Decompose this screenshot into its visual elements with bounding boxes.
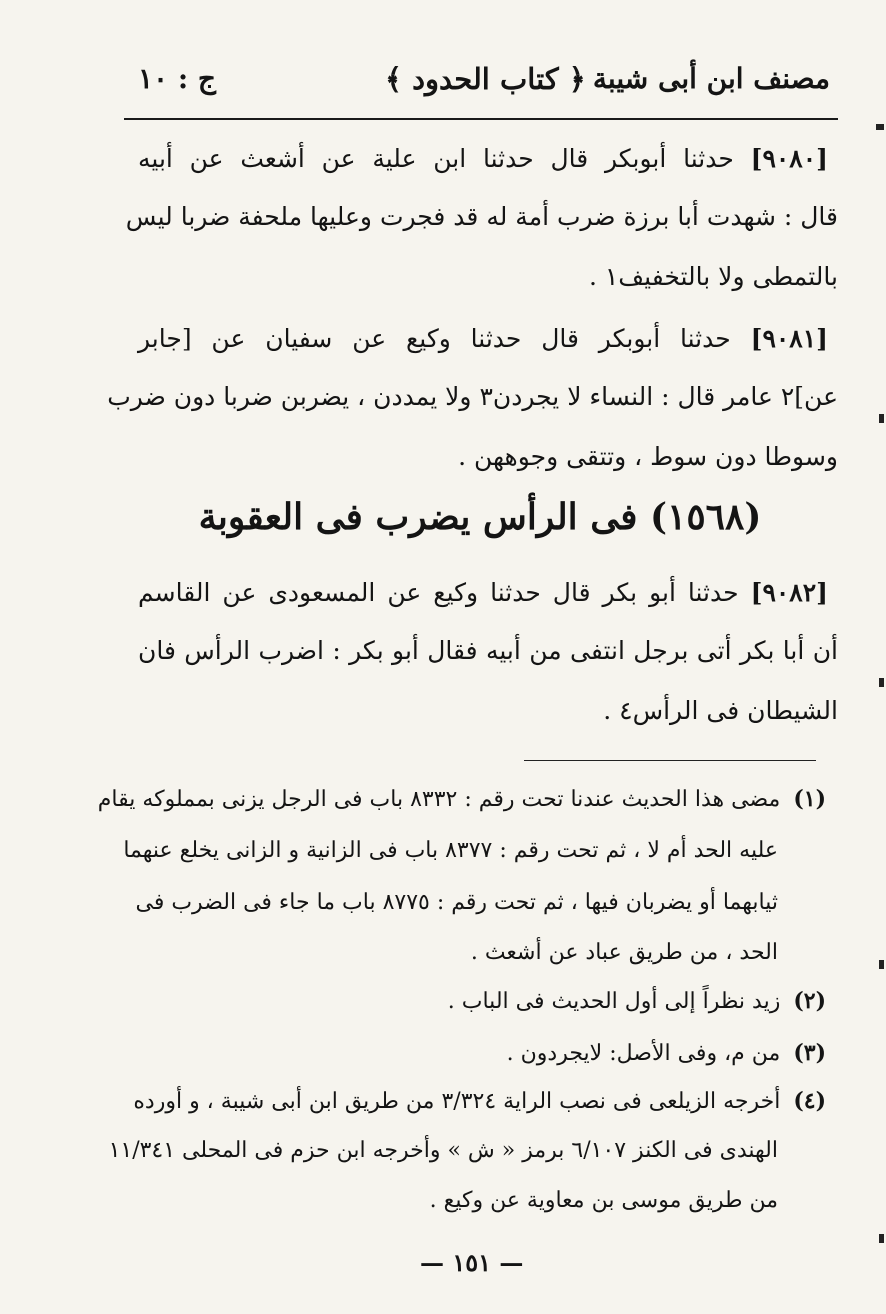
footnote-4-line-2: الهندى فى الكنز ٦/١٠٧ برمز « ش » وأخرجه ابن حزم فى المحلى ١١/٣٤١ (108, 1138, 778, 1163)
scan-speck (879, 678, 884, 687)
footnote-4-line-1 (133, 1088, 826, 1114)
hadith-text: حدثنا أبوبكر قال حدثنا ابن علية عن أشعث عن أبيه (138, 144, 734, 173)
hadith-text: حدثنا أبوبكر قال حدثنا وكيع عن سفيان عن [جابر (138, 324, 731, 353)
hadith-9080-line-1 (138, 144, 828, 173)
hadith-9082-line-3: الشيطان فى الرأس٤ . (603, 696, 838, 725)
hadith-number: [٩٠٨٠] (750, 144, 828, 173)
footnote-1-line-3: ثيابهما أو يضربان فيها ، ثم تحت رقم : ٨٧٧٥ باب ما جاء فى الضرب فى (135, 890, 778, 915)
footnote-1-line-1 (97, 786, 826, 812)
running-header (130, 62, 830, 112)
footnote-marker: (٤) (793, 1088, 826, 1114)
footnote-1-line-2: عليه الحد أم لا ، ثم تحت رقم : ٨٣٧٧ باب فى الزانية و الزانى يخلع عنهما (123, 838, 778, 863)
footnote-text: مضى هذا الحديث عندنا تحت رقم : ٨٣٣٢ باب فى الرجل يزنى بمملوكه يقام (97, 787, 781, 812)
footnote-marker: (١) (793, 786, 826, 812)
hadith-number: [٩٠٨٢] (750, 578, 828, 607)
footnote-4-line-3: من طريق موسى بن معاوية عن وكيع . (429, 1188, 778, 1213)
footnote-marker: (٣) (793, 1040, 826, 1066)
footnote-text: أخرجه الزيلعى فى نصب الراية ٣/٣٢٤ من طريق ابن أبى شيبة ، و أورده (133, 1089, 781, 1114)
hadith-9081-line-1 (138, 324, 828, 353)
footnote-1-line-4: الحد ، من طريق عباد عن أشعث . (470, 940, 778, 965)
scan-speck (879, 1234, 884, 1243)
hadith-9081-line-3: وسوطا دون سوط ، وتتقى وجوههن . (458, 442, 838, 471)
chapter-heading: (١٥٦٨) فى الرأس يضرب فى العقوبة (198, 496, 762, 538)
volume-number: ج : ١٠ (138, 62, 216, 95)
page-number: — ١٥١ — (420, 1248, 524, 1277)
section-title: ﴿ كتاب الحدود ﴾ (385, 62, 586, 96)
hadith-number: [٩٠٨١] (750, 324, 828, 353)
hadith-text: حدثنا أبو بكر قال حدثنا وكيع عن المسعودى عن القاسم (138, 578, 739, 607)
footnote-2 (140, 988, 826, 1014)
hadith-9082-line-2: أن أبا بكر أتى برجل انتفى من أبيه فقال أبو بكر : اضرب الرأس فان (138, 636, 838, 665)
hadith-9080-line-2: قال : شهدت أبا برزة ضرب أمة له قد فجرت وعليها ملحفة ضربا ليس (125, 202, 838, 231)
footnote-text: زيد نظراً إلى أول الحديث فى الباب . (447, 989, 781, 1014)
scan-speck (879, 960, 884, 969)
scan-speck (876, 124, 884, 130)
hadith-9082-line-1 (138, 578, 828, 607)
book-title: مصنف ابن أبى شيبة (592, 62, 830, 95)
hadith-9081-line-2: عن]٢ عامر قال : النساء لا يجردن٣ ولا يمددن ، يضربن ضربا دون ضرب (107, 382, 838, 411)
footnote-text: من م، وفى الأصل: لايجردون . (506, 1041, 781, 1066)
footnote-3 (140, 1040, 826, 1066)
header-rule (124, 118, 838, 120)
footnote-marker: (٢) (793, 988, 826, 1014)
hadith-9080-line-3: بالتمطى ولا بالتخفيف١ . (588, 262, 838, 291)
scan-speck (879, 414, 884, 423)
footnote-rule (524, 760, 816, 761)
